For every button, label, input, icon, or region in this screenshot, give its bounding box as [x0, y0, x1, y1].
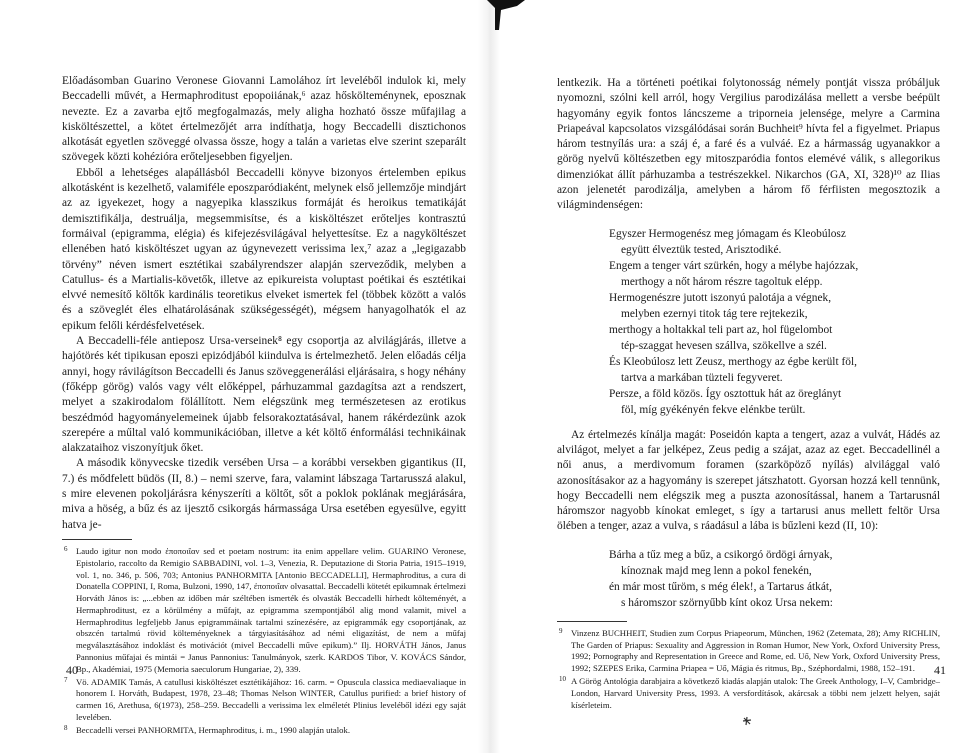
footnote-number: 6 [64, 544, 68, 553]
footnote-number: 10 [559, 674, 566, 683]
poem-line: s háromszor szörnyűbb kínt okoz Ursa nekem: [621, 596, 833, 609]
footnote-separator [557, 621, 627, 622]
poem-line: Hermogenészre jutott iszonyú palotája a végnek, [609, 291, 832, 304]
poem-line: merthogy a nőt három részre tagoltuk elépp. [621, 275, 823, 288]
paragraph: lentkezik. Ha a történeti poétikai folytonosság némely pontját vissza próbáljuk nyomozni, szólni kell arról, hogy Vergilius parodizálása mellett a versbe beépült hagyomány egyik fontos láncszeme a triporneia jelensége, melyre a Carmina Priapeával kapcsolatos vizsgálódásai során Buchheit⁹ hívta fel a figyelmet. Priapus három testnyílás ura: a száj é, a faré és a vulváé. Ez a hármasság ugyanakkor a görög nyelvű költészetben egy mitoszparódia fontos elemévé válik, s allegorikus dimenziókat állít párhuzamba a testrészekkel. Nikarchos (GA, XI, 328)¹⁰ az Ilias azon jelenetét parodizálja, amelyben a három fő férfiisten megosztozik a világmindenségen: [557, 77, 940, 212]
left-text-column [62, 74, 466, 738]
poem-line: tép-szaggat hevesen szállva, szökellve a szél. [621, 339, 827, 352]
poem-line: Persze, a föld közös. Így osztottuk hát az öreglányt [609, 387, 842, 400]
left-body-text [62, 74, 466, 533]
footnote-number: 7 [64, 675, 68, 684]
footnote-text: Vö. ADAMIK Tamás, A catullusi kisköltészet esztétikájához: 16. carm. = Opuscula classica mediaevaliaque in honorem I. Horváth, Budapest, 1978, 23–48; Thomas Nelson WINTER, Catullus purified: a brief history of carmen 16, Arethusa, 6(1973), 258–259. Beccadelli a verissima lex elméletét Plinius leveléből idézi egy saját levelében. [76, 676, 466, 723]
footnote [62, 546, 466, 676]
right-page [492, 0, 960, 753]
right-body-text [557, 76, 940, 214]
paragraph: Ebből a lehetséges alapállásból Beccadelli könyve bizonyos értelemben epikus alkotásként is kezelhető, valamiféle eposzparódiaként, melynek első jellemzője mindjárt az az igyekezet, hogy a nagyepika klasszikus formáját és heroikus tematikáját demisztifikálja, destruálja, megsemmisítse, és a kisköltészet erőteljes kontrasztú formáival (epigramma, elégia) és kifejezésvilágával helyettesítse. Ez a nagyköltészet ellenében ható kisköltészet ugyan az úgynevezett verissima lex,⁷ azaz a „legigazabb törvény” néven ismert esztétikai szabályrendszer alapján szerveződik, melyben a Catullus- és a Martialis-követők, illetve az epikureista voluptast poétikai és esztétikai elvvé nemesítő költők kardinális teoretikus elveket ismertek fel (többek között a valós és a szöveglét éles elhatárolásának szükségességét), mégsem hanyagolhatók el az epikum felőli kérdésfelvetések. [62, 166, 466, 332]
poem-line: én már most tűröm, s még élek!, a Tartarus átkát, [609, 580, 832, 593]
poem-line: tartva a markában tüzteli fegyveret. [621, 371, 783, 384]
poem-line: kínoznak majd meg lenn a pokol fenekén, [621, 564, 812, 577]
footnote [62, 677, 466, 724]
poem-block [609, 226, 940, 418]
footnote-number: 8 [64, 723, 68, 732]
footnote [557, 676, 940, 711]
right-body-text-2 [557, 428, 940, 535]
page-number-right: 41 [934, 663, 946, 677]
poem-line: föl, míg gyékényén fekve elénkbe terült. [621, 403, 806, 416]
footnote-text: Beccadelli versei PANHORMITA, Hermaphroditus, i. m., 1990 alapján utalok. [76, 724, 351, 735]
paragraph: Az értelmezés kínálja magát: Poseidón kapta a tengert, azaz a vulvát, Hádés az alvilágot, melyet a far jelképez, Zeus pedig a szájat, azaz az eget. Beccadellinél a női anus, a merdivomum foramen (szarköpöző nyílás) alvilággal való azonosításakor az a hagyomány is szerepet játszhatott. Gyorsan hozzá kell tennünk, hogy Beccadelli nem elégszik meg a puszta azonosítással, hanem a Tartarusnál háromszor nagyobb kínokat emleget, s így a tartarusi anus mellett feltör Ursa ölében a tenger, azaz a vulva, s ráadásul a lába is bűzleni kezd (II, 10): [557, 428, 940, 533]
footnote [62, 725, 466, 737]
paragraph: Előadásomban Guarino Veronese Giovanni Lamolához írt leveléből indulok ki, mely Beccadelli művét, a Hermaphroditust epopoiiának,⁶ azaz hőskölteménynek, eposznak nevezte. Ez a zavarba ejtő megfogalmazás, mely aligha hozható össze műfajilag a kisköltészettel, a kötet értelmezőjét arra indíthatja, hogy Beccadelli disztichonos alkotását egyetlen szöveggé olvassa össze, hogy a talán a varietas elve szerint szeparált szövegek közti kohézióra erőteljesebben figyeljen. [62, 75, 466, 164]
page-number-left: 40 [66, 663, 78, 677]
footnote-text: Laudo igitur non modo ἐποποιΐαν sed et poetam nostrum: ita enim appellare velim. GUARINO Veronese, Epistolario, raccolto da Remigio SABBADINI, vol. 1–3, Venezia, R. Deputazione di Storia Patria, 1915–1919, vol. 1, no. 346, p. 506, 703; Antonius PANHORMITA [Antonio BECCADELLI], Hermaphroditus, a cura di Donatella COPPINI, I, Roma, Bulzoni, 1990, 147, ἐποποιΐαν olvasattal. Beccadelli kötetét epikumnak értelmezi Horváth János is: „...ebben az időben már széltében ismerték és olvasták Beccadelli hírhedt költeményét, a Hermaphroditust, ez a körülmény a műfajt, az epigramma szempontjából alig mond valamit, mivel a Hermaphroditus legfeljebb Janus epigrammáinak tartalmi színezésére, az epigrammák egy csoportjának, az obszcén tartalmú rövid költeményeknek a tárgyiasításához ad némi eligazítást, de nem a műfaj megválasztásához indoklást és motivációt (mivel Beccadelli műve epikum).” Ilj. HORVÁTH János, Janus Pannonius műfajai és mintái = Janus Pannonius: Tanulmányok, szerk. KARDOS Tibor, V. KOVÁCS Sándor, Bp., Akadémiai, 1975 (Memoria saeculorum Hungariae, 2), 339. [76, 545, 466, 674]
poem-line: Bárha a tűz meg a bűz, a csikorgó ördögi árnyak, [609, 548, 833, 561]
footnote-separator [62, 539, 132, 540]
poem-line: merthogy a holtakkal teli part az, hol fügelombot [609, 323, 833, 336]
right-footnotes [557, 628, 940, 712]
left-footnotes [62, 546, 466, 737]
footnote-number: 9 [559, 626, 563, 635]
print-speck [742, 716, 752, 726]
poem-line: Egyszer Hermogenész meg jómagam és Kleobúlosz [609, 227, 846, 240]
footnote [557, 628, 940, 675]
paragraph: A Beccadelli-féle antieposz Ursa-verseinek⁸ egy csoportja az alvilágjárás, illetve a hajótörés két tipikusan eposzi epizódjából kiindulva is értelmezhető. Jelen előadás célja annyi, hogy rávilágítson Beccadelli és Janus szöveggenerálási eljárásaira, s hogy néhány (főképp görög) valós vagy vélt előképpel, párhuzammal gazdagítsa azt a rendszert, melyet a szakirodalom fölállított. Nem elégszünk meg természetesen az erotikus beszédmód hagyományelemeinek újabb felsorakoztatásával, hanem rákérdezünk azok szerepére a műltal való kommunikációban, illetve a két költő énformálási technikáinak alakzataihoz viszonyítjuk őket. [62, 335, 466, 455]
poem-line: Engem a tenger várt szürkén, hogy a mélybe hajózzak, [609, 259, 859, 272]
right-text-column [557, 76, 940, 712]
poem-line: És Kleobúlosz lett Zeusz, merthogy az égbe került föl, [609, 355, 857, 368]
footnote-text: A Görög Antológia darabjaira a következő kiadás alapján utalok: The Greek Anthology, I–V, Cambridge–London, Harvard University Press, 1993. A versfordítások, akárcsak a többi nem jelzett helyen, saját kísérleteim. [571, 675, 940, 710]
poem-block-2 [609, 547, 940, 611]
paragraph: A második könyvecske tizedik versében Ursa – a korábbi versekben gigantikus (II, 7.) és mődfelett büdös (II, 8.) – nemi szerve, fara, valamint lábszaga Tartarusszá alakul, s mire elevenen pokoljárásra kényszeríti a költőt, sőt a poklok poklának megjárására, miva a höség, a bűz és az ijesztő csikorgás hármassága Ursa esetében egyesülve, egyitt hatva je- [62, 457, 466, 531]
poem-line: melyben ezernyi titok tág tere rejtekezik, [621, 307, 808, 320]
footnote-text: Vinzenz BUCHHEIT, Studien zum Corpus Priapeorum, München, 1962 (Zetemata, 28); Amy RICHLIN, The Garden of Priapus: Sexuality and Aggression in Roman Humor, New York, Oxford University Press, 1992; Pornography and Representation in Greece and Rome, ed. Uő, New York, Oxford University Press, 1992; SZEPES Erika, Carmina Priapea = Uő, Mágia és ritmus, Bp., Széphordalmi, 1988, 152–191. [571, 627, 940, 674]
poem-line: együtt élveztük tested, Arisztodiké. [621, 243, 782, 256]
